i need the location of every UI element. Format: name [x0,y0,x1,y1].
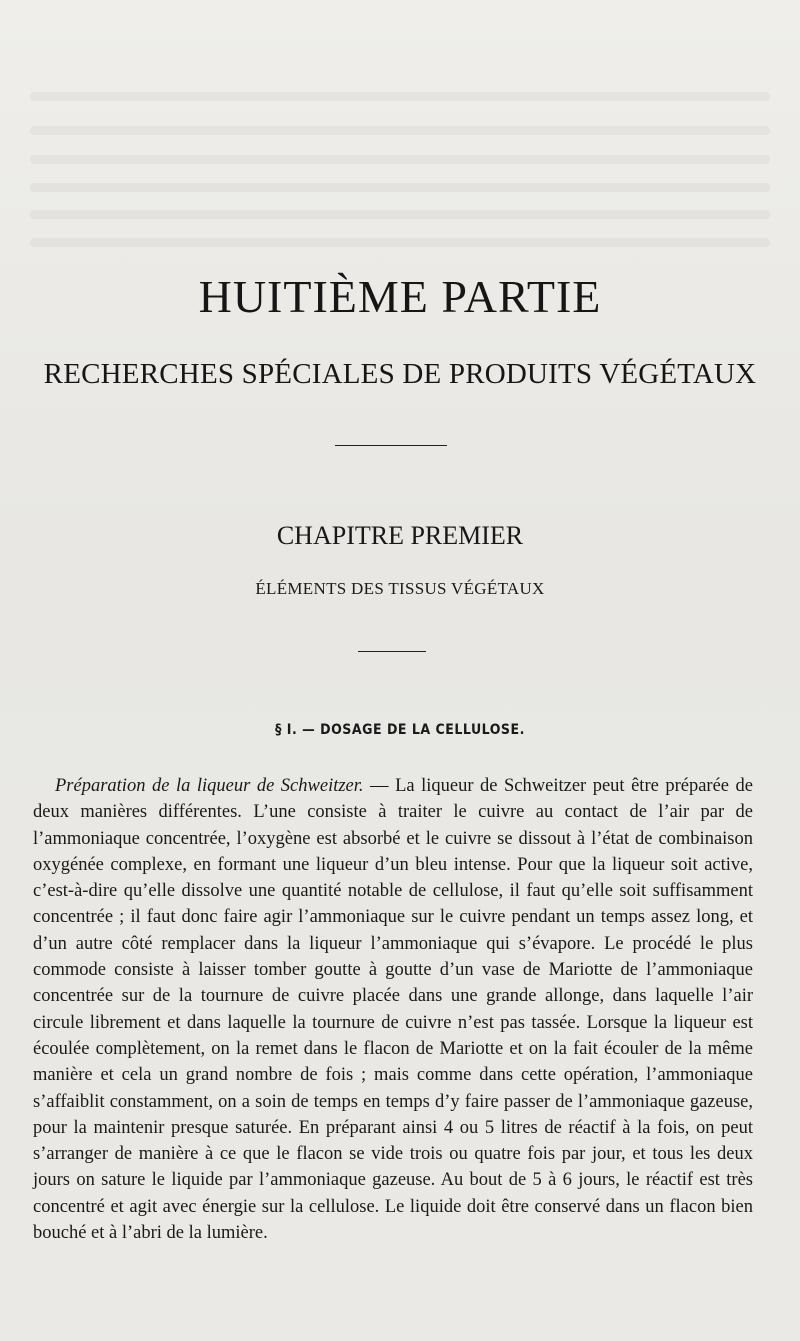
paragraph-lead: Préparation de la liqueur de Schweitzer. [55,776,364,796]
bleed-through-line [30,183,770,192]
body-paragraph [33,773,753,1246]
bleed-through-line [30,126,770,135]
section-heading: § I. — DOSAGE DE LA CELLULOSE. [275,722,525,738]
chapter-title: CHAPITRE PREMIER [276,521,524,550]
bleed-through-line [30,210,770,219]
bleed-through-line [30,238,770,247]
bleed-through-line [30,92,770,101]
paragraph-text: — La liqueur de Schweitzer peut être préparée de deux manières différentes. L’une consiste à traiter le cuivre au contact de l’air par de l’ammoniaque concentrée, l’oxygène est absorbé et le cuivre se dissout à l’état de combinaison oxygénée complexe, en formant une liqueur d’un bleu intense. Pour que la liqueur soit active, c’est-à-dire qu’elle dissolve une quantité notable de cellulose, il faut qu’elle soit suffisamment concentrée ; il faut donc faire agir l’ammoniaque sur le cuivre pendant un temps assez long, et d’un autre côté remplacer dans la liqueur l’ammoniaque qui s’évapore. Le procédé le plus commode consiste à laisser tomber goutte à goutte d’un vase de Mariotte de l’ammoniaque concentrée sur de la tournure de cuivre placée dans une grande allonge, dans laquelle l’air circule librement et dans laquelle la tournure de cuivre n’est pas tassée. Lorsque la liqueur est écoulée complètement, on la remet dans le flacon de Mariotte et on la fait écouler de la même manière et cela un grand nombre de fois ; mais comme dans cette opération, l’ammoniaque s’affaiblit constamment, on a soin de temps en temps d’y faire passer de l’ammoniaque gazeuse, pour la maintenir presque saturée. En préparant ainsi 4 ou 5 litres de réactif à la fois, on peut s’arranger de manière à ce que le flacon se vide trois ou quatre fois par jour, et tous les deux jours on sature le liquide par l’ammoniaque gazeuse. Au bout de 5 à 6 jours, le réactif est très concentré et agit avec énergie sur la cellulose. Le liquide doit être conservé dans un flacon bien bouché et à l’abri de la lumière. [33,776,753,1244]
part-title: HUITIÈME PARTIE [198,271,602,322]
divider-rule [335,445,447,446]
chapter-subtitle: ÉLÉMENTS DES TISSUS VÉGÉTAUX [255,579,545,598]
part-subtitle: RECHERCHES SPÉCIALES DE PRODUITS VÉGÉTAUX [43,358,757,390]
bleed-through-line [30,155,770,164]
divider-rule [358,651,426,652]
